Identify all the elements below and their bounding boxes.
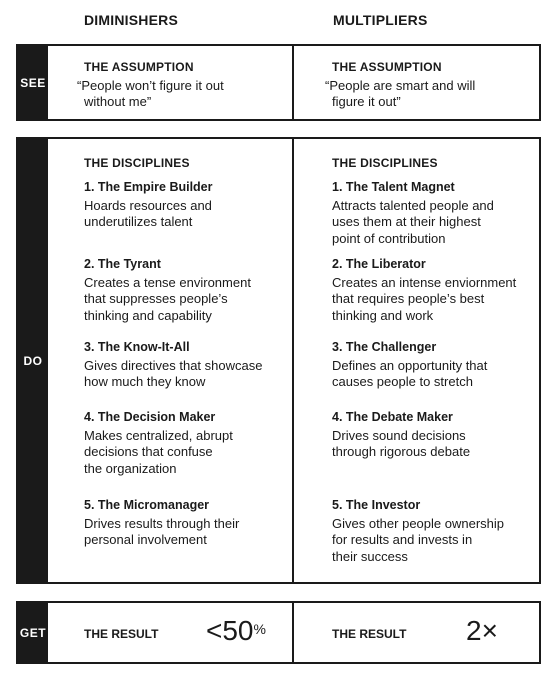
do-row: [16, 137, 541, 584]
discipline-name: 3. The Know-It-All: [84, 340, 190, 354]
column-header-multipliers: MULTIPLIERS: [333, 12, 428, 28]
discipline-name: 4. The Decision Maker: [84, 410, 216, 424]
do-multipliers-cell: [294, 139, 539, 582]
assumption-title: THE ASSUMPTION: [332, 60, 442, 74]
result-percent: %: [253, 621, 266, 637]
discipline-item: [332, 409, 470, 461]
quote-line: “People are smart and will: [325, 78, 476, 93]
quote-line: without me”: [84, 94, 152, 109]
discipline-item: [84, 179, 213, 231]
discipline-description-line: their success: [332, 548, 408, 564]
discipline-description-line: Gives directives that showcase: [84, 357, 263, 373]
get-label: GET: [18, 603, 48, 662]
discipline-name: 1. The Empire Builder: [84, 180, 213, 194]
discipline-item: [332, 497, 504, 565]
discipline-description-line: personal involvement: [84, 532, 207, 547]
result-value: 2×: [466, 615, 498, 646]
discipline-description-line: causes people to stretch: [332, 374, 473, 389]
discipline-name: 2. The Tyrant: [84, 257, 161, 271]
assumption-quote: [77, 78, 292, 110]
result-title: THE RESULT: [332, 627, 407, 641]
discipline-description-line: through rigorous debate: [332, 444, 471, 459]
discipline-name: 2. The Liberator: [332, 257, 426, 271]
discipline-description-line: decisions that confuse: [84, 444, 213, 459]
get-row: [16, 601, 541, 664]
quote-line: figure it out”: [332, 94, 401, 109]
discipline-description-line: thinking and capability: [84, 307, 212, 323]
see-diminishers-cell: [48, 46, 294, 119]
discipline-name: 5. The Investor: [332, 498, 421, 512]
discipline-description-line: point of contribution: [332, 230, 446, 246]
see-label: SEE: [18, 46, 48, 119]
discipline-name: 4. The Debate Maker: [332, 410, 453, 424]
do-diminishers-cell: [48, 139, 294, 582]
discipline-description-line: thinking and work: [332, 307, 434, 323]
discipline-name: 5. The Micromanager: [84, 498, 210, 512]
discipline-description-line: for results and invests in: [332, 532, 473, 547]
discipline-description-line: that requires people’s best: [332, 291, 485, 306]
discipline-item: [332, 179, 494, 247]
discipline-item: [84, 339, 262, 391]
discipline-item: [84, 409, 233, 477]
disciplines-title: THE DISCIPLINES: [84, 156, 190, 170]
discipline-description-line: that suppresses people’s: [84, 291, 228, 306]
quote-line: “People won’t figure it out: [77, 78, 224, 93]
do-label: DO: [18, 139, 48, 582]
discipline-description-line: Drives sound decisions: [332, 427, 466, 443]
discipline-description-line: Hoards resources and: [84, 197, 212, 213]
discipline-description-line: Attracts talented people and: [332, 197, 494, 213]
discipline-name: 1. The Talent Magnet: [332, 180, 455, 194]
discipline-item: [332, 256, 516, 324]
discipline-name: 3. The Challenger: [332, 340, 437, 354]
discipline-description-line: Gives other people ownership: [332, 515, 504, 531]
result-title: THE RESULT: [84, 627, 159, 641]
discipline-description-line: underutilizes talent: [84, 214, 193, 229]
discipline-item: [84, 256, 251, 324]
discipline-description-line: Creates an intense enviornment: [332, 274, 517, 290]
discipline-description-line: uses them at their highest: [332, 214, 481, 229]
discipline-item: [332, 339, 487, 391]
assumption-title: THE ASSUMPTION: [84, 60, 194, 74]
discipline-description-line: Defines an opportunity that: [332, 357, 488, 373]
column-header-diminishers: DIMINISHERS: [84, 12, 178, 28]
disciplines-title: THE DISCIPLINES: [332, 156, 438, 170]
get-multipliers-cell: [294, 603, 539, 662]
see-row: [16, 44, 541, 121]
discipline-description-line: the organization: [84, 460, 177, 476]
result-number: <50: [206, 615, 254, 646]
get-diminishers-cell: [48, 603, 294, 662]
assumption-quote: [325, 78, 539, 110]
discipline-item: [84, 497, 239, 549]
see-multipliers-cell: [294, 46, 539, 119]
discipline-description-line: Drives results through their: [84, 515, 240, 531]
discipline-description-line: Makes centralized, abrupt: [84, 427, 233, 443]
discipline-description-line: Creates a tense environment: [84, 274, 251, 290]
result-value: [206, 615, 266, 647]
discipline-description-line: how much they know: [84, 374, 206, 389]
